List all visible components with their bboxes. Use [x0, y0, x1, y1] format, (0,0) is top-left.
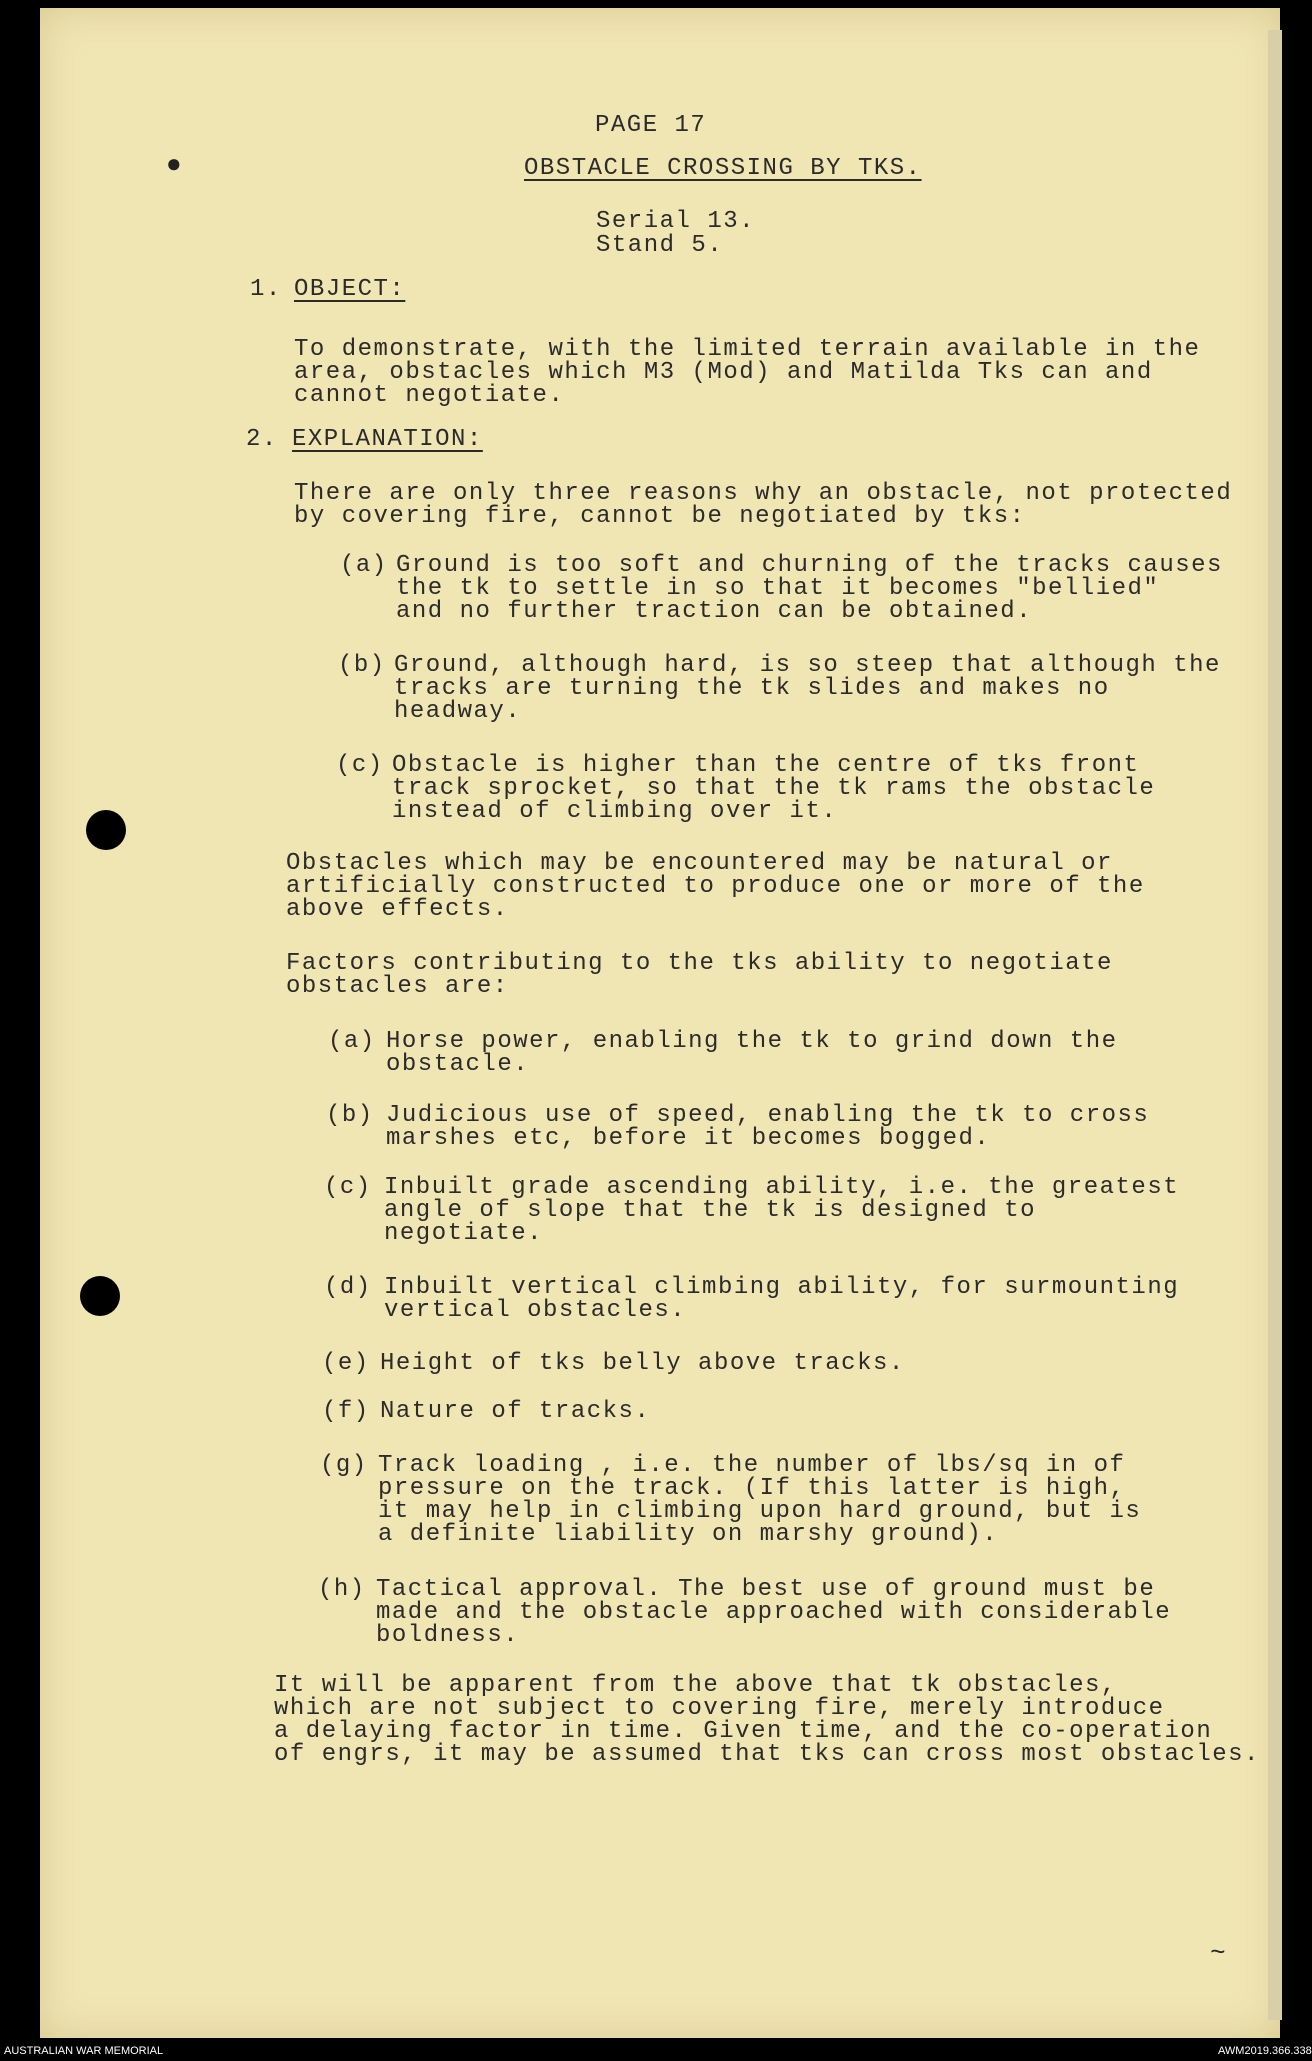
factor-line: angle of slope that the tk is designed to: [384, 1197, 1036, 1224]
reason-label: (c): [336, 752, 384, 779]
factor-line: Inbuilt grade ascending ability, i.e. the greatest: [384, 1174, 1180, 1201]
text-line: above effects.: [286, 896, 509, 923]
text-line: cannot negotiate.: [294, 382, 565, 409]
text-line: To demonstrate, with the limited terrain available in the: [294, 336, 1201, 363]
factor-label: (f): [322, 1398, 370, 1425]
reason-line: Ground is too soft and churning of the tracks causes: [396, 552, 1223, 579]
factor-label: (e): [322, 1350, 370, 1377]
factor-line: pressure on the track. (If this latter is high,: [378, 1475, 1126, 1502]
section-2-heading: EXPLANATION:: [292, 426, 483, 453]
punch-hole-bottom: [80, 1276, 120, 1316]
reason-line: Obstacle is higher than the centre of tks front: [392, 752, 1140, 779]
section-1-heading: OBJECT:: [294, 276, 406, 303]
factor-line: marshes etc, before it becomes bogged.: [386, 1125, 991, 1152]
section-1-number: 1.: [250, 276, 282, 303]
reason-line: the tk to settle in so that it becomes "bellied": [396, 575, 1160, 602]
text-line: artificially constructed to produce one or more of the: [286, 873, 1145, 900]
footer-credit: AUSTRALIAN WAR MEMORIAL: [4, 2045, 164, 2057]
reason-line: Ground, although hard, is so steep that although the: [394, 652, 1221, 679]
factor-line: Horse power, enabling the tk to grind down the: [386, 1028, 1118, 1055]
text-line: There are only three reasons why an obstacle, not protected: [294, 480, 1233, 507]
factor-line: made and the obstacle approached with considerable: [376, 1599, 1172, 1626]
factor-label: (a): [328, 1028, 376, 1055]
factor-line: Nature of tracks.: [380, 1398, 651, 1425]
reason-line: tracks are turning the tk slides and makes no: [394, 675, 1110, 702]
factor-label: (h): [318, 1576, 366, 1603]
text-line: obstacles are:: [286, 973, 509, 1000]
ink-mark-top: ●: [166, 150, 182, 180]
reason-line: and no further traction can be obtained.: [396, 598, 1033, 625]
text-line: which are not subject to covering fire, merely introduce: [274, 1695, 1165, 1722]
reason-label: (a): [340, 552, 388, 579]
text-line: by covering fire, cannot be negotiated by tks:: [294, 503, 1026, 530]
factor-label: (b): [326, 1102, 374, 1129]
reason-label: (b): [338, 652, 386, 679]
factor-line: Inbuilt vertical climbing ability, for surmounting: [384, 1274, 1180, 1301]
text-line: It will be apparent from the above that tk obstacles,: [274, 1672, 1117, 1699]
factor-line: vertical obstacles.: [384, 1297, 687, 1324]
page-edge: [1268, 30, 1282, 2020]
factor-label: (g): [320, 1452, 368, 1479]
factor-line: Height of tks belly above tracks.: [380, 1350, 905, 1377]
document-title: OBSTACLE CROSSING BY TKS.: [524, 155, 922, 182]
factor-line: a definite liability on marshy ground).: [378, 1521, 999, 1548]
footer-reference: AWM2019.366.338: [1218, 2045, 1312, 2057]
factor-line: negotiate.: [384, 1220, 544, 1247]
text-line: of engrs, it may be assumed that tks can cross most obstacles.: [274, 1741, 1260, 1768]
stand-number: Stand 5.: [596, 232, 724, 259]
text-line: Obstacles which may be encountered may be natural or: [286, 850, 1113, 877]
factor-line: Judicious use of speed, enabling the tk to cross: [386, 1102, 1150, 1129]
factor-line: boldness.: [376, 1622, 520, 1649]
factor-label: (c): [324, 1174, 372, 1201]
punch-hole-top: [86, 810, 126, 850]
reason-line: track sprocket, so that the tk rams the obstacle: [392, 775, 1156, 802]
text-line: a delaying factor in time. Given time, and the co-operation: [274, 1718, 1213, 1745]
factor-line: it may help in climbing upon hard ground, but is: [378, 1498, 1142, 1525]
pen-mark-bottom: ~: [1210, 1938, 1226, 1968]
section-2-number: 2.: [246, 426, 278, 453]
text-line: area, obstacles which M3 (Mod) and Matilda Tks can and: [294, 359, 1153, 386]
factor-line: Tactical approval. The best use of ground must be: [376, 1576, 1156, 1603]
reason-line: instead of climbing over it.: [392, 798, 838, 825]
factor-line: Track loading , i.e. the number of lbs/sq in of: [378, 1452, 1126, 1479]
serial-number: Serial 13.: [596, 208, 756, 235]
reason-line: headway.: [394, 698, 522, 725]
page-number: PAGE 17: [595, 112, 707, 139]
text-line: Factors contributing to the tks ability to negotiate: [286, 950, 1113, 977]
factor-line: obstacle.: [386, 1051, 530, 1078]
factor-label: (d): [324, 1274, 372, 1301]
